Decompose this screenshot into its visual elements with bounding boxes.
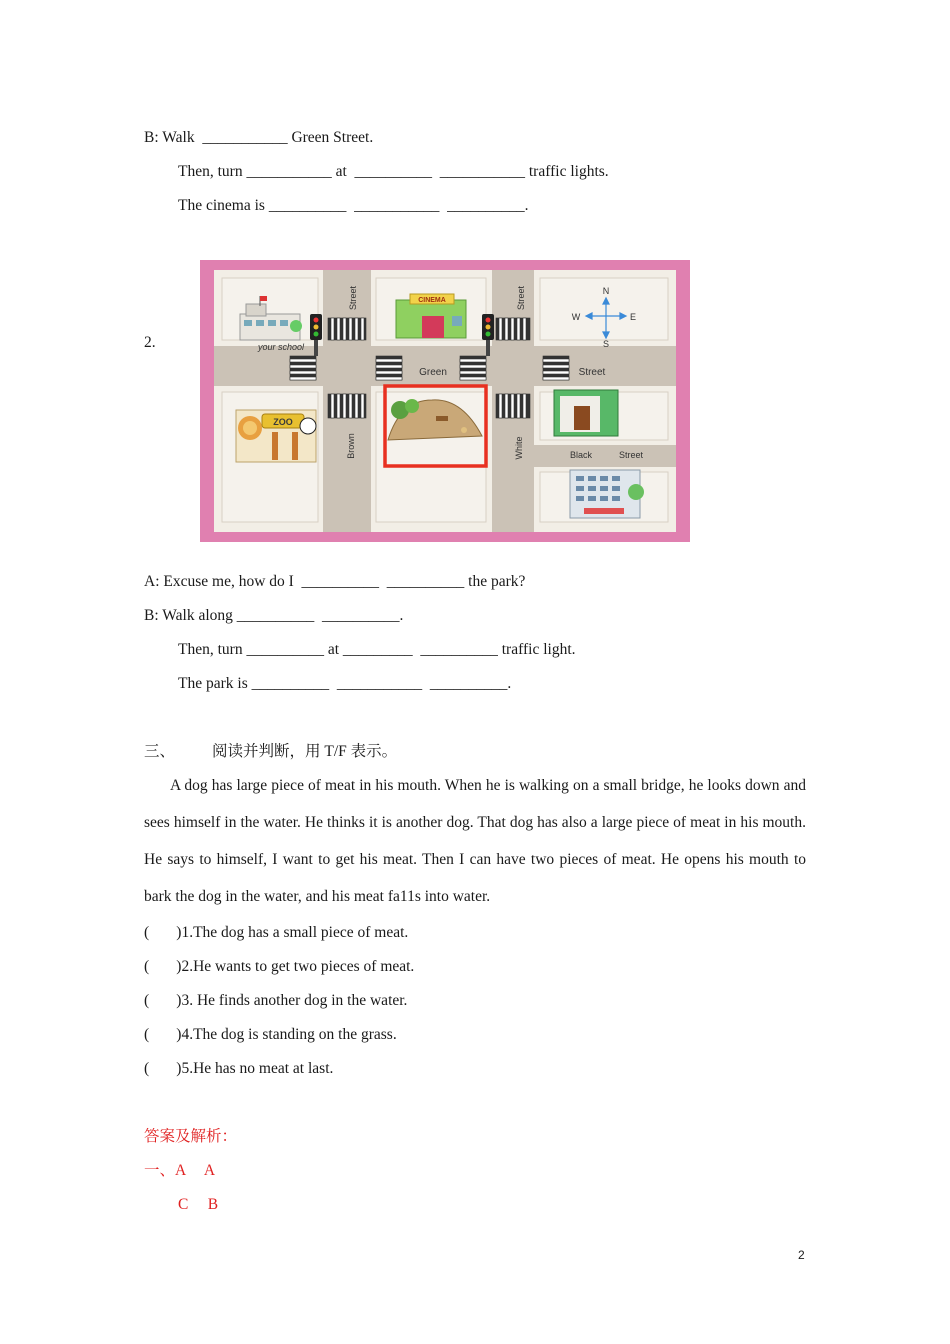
street-label-bottom: Street — [618, 450, 644, 460]
answers-row-2: C B — [178, 1196, 219, 1213]
answers-row-1: 一、A A — [144, 1162, 216, 1179]
street-map — [200, 260, 690, 542]
section3-number: 三、 — [144, 743, 176, 760]
compass-n: N — [602, 286, 610, 296]
tf-item-2: ( )2.He wants to get two pieces of meat. — [144, 958, 415, 975]
tf-item-1: ( )1.The dog has a small piece of meat. — [144, 924, 409, 941]
street-label-right: Street — [578, 367, 606, 378]
tf-item-4: ( )4.The dog is standing on the grass. — [144, 1026, 397, 1043]
reading-passage: A dog has large piece of meat in his mouth. When he is walking on a small bridge, he looks down and sees himself in the water. He thinks it is another dog. That dog has also a large piece of meat in his mouth. He says to himself, I want to get his meat. Then I can have two pieces of meat. He opens his mouth to bark the dog in the water, and his meat fa11s into water. — [144, 777, 806, 905]
tf-item-5: ( )5.He has no meat at last. — [144, 1060, 334, 1077]
black-street-road — [534, 445, 676, 467]
green-label: Green — [419, 367, 447, 378]
white-label: White — [514, 436, 524, 460]
zoo-label: ZOO — [273, 417, 293, 427]
q2-a-line: A: Excuse me, how do I __________ __________ the park? — [144, 573, 526, 590]
green-street-road — [214, 346, 676, 386]
black-label: Black — [569, 450, 593, 460]
q2-b-line3: The park is __________ ___________ __________. — [178, 675, 512, 692]
section3-title: 阅读并判断，用 T/F 表示。 — [212, 743, 398, 760]
answers-title: 答案及解析： — [144, 1128, 238, 1145]
street-label-top-left: Street — [348, 285, 358, 311]
q1-b-line3: The cinema is __________ ___________ __________. — [178, 197, 529, 214]
q1-b-line2: Then, turn ___________ at __________ ___________ traffic lights. — [178, 163, 609, 180]
hospital-building — [570, 470, 644, 518]
q2-b-line2: Then, turn __________ at _________ __________ traffic light. — [178, 641, 576, 658]
street-label-top-right: Street — [516, 285, 526, 311]
your-school-label: your school — [258, 342, 305, 352]
question-2-number: 2. — [144, 334, 156, 351]
tf-item-3: ( )3. He finds another dog in the water. — [144, 992, 408, 1009]
compass-w: W — [571, 312, 581, 322]
compass-e: E — [629, 312, 637, 322]
library-building — [554, 390, 618, 436]
q1-b-line1: B: Walk ___________ Green Street. — [144, 129, 374, 146]
cinema-label: CINEMA — [418, 297, 446, 304]
page-number: 2 — [798, 1248, 805, 1262]
brown-label: Brown — [346, 433, 356, 459]
q2-b-line1: B: Walk along __________ __________. — [144, 607, 404, 624]
compass-s: S — [602, 339, 610, 349]
